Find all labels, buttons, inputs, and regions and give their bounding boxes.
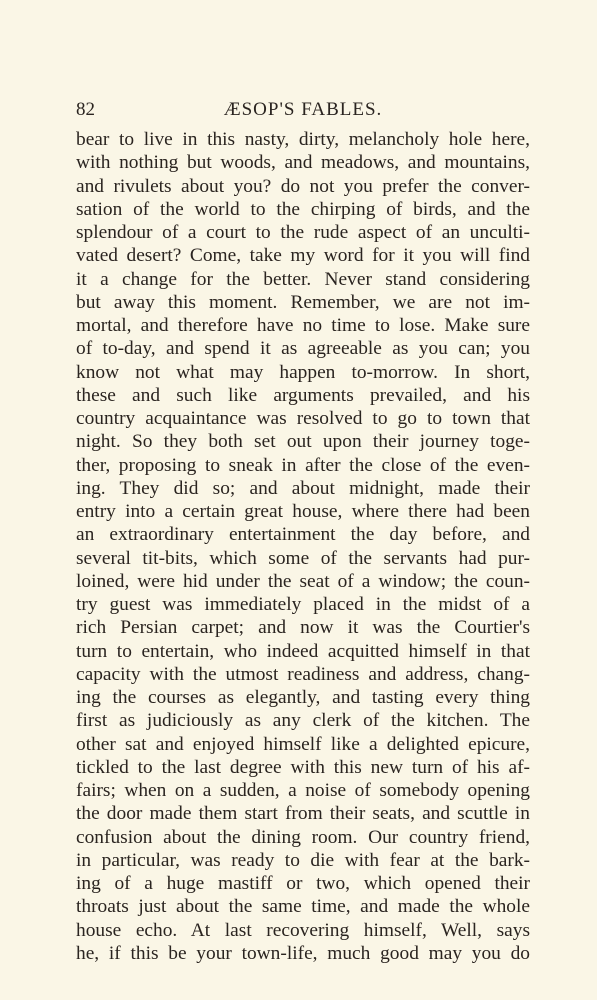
text-line: ther, proposing to sneak in after the close of the even-	[76, 454, 530, 476]
text-line: capacity with the utmost readiness and address, chang-	[76, 663, 530, 685]
text-line: mortal, and therefore have no time to lose. Make sure	[76, 315, 530, 336]
text-line: throats just about the same time, and made the whole	[76, 896, 530, 918]
text-line: entry into a certain great house, where there had been	[76, 501, 530, 522]
text-line: splendour of a court to the rude aspect of an unculti-	[76, 222, 530, 243]
text-line: fairs; when on a sudden, a noise of somebody opening	[76, 780, 530, 801]
page-header	[76, 96, 530, 124]
text-line: try guest was immediately placed in the midst of a	[76, 594, 530, 615]
text-line: it a change for the better. Never stand considering	[76, 268, 530, 290]
text-line: confusion about the dining room. Our country friend,	[76, 826, 530, 848]
text-line: ing of a huge mastiff or two, which opened their	[76, 873, 530, 894]
text-line: country acquaintance was resolved to go to town that	[76, 408, 530, 429]
text-line: but away this moment. Remember, we are not im-	[76, 291, 530, 313]
text-line: ing. They did so; and about midnight, made their	[76, 477, 530, 499]
text-line: rich Persian carpet; and now it was the Courtier's	[76, 617, 530, 639]
text-line: and rivulets about you? do not you prefer the conver-	[76, 175, 530, 197]
text-line: in particular, was ready to die with fear at the bark-	[76, 849, 530, 871]
text-line: other sat and enjoyed himself like a delighted epicure,	[76, 733, 530, 755]
text-line: house echo. At last recovering himself, Well, says	[76, 919, 530, 941]
text-line: know not what may happen to-morrow. In short,	[76, 361, 530, 383]
text-line: ing the courses as elegantly, and tasting every thing	[76, 687, 530, 708]
text-line: sation of the world to the chirping of birds, and the	[76, 198, 530, 220]
text-line: loined, were hid under the seat of a window; the coun-	[76, 570, 530, 592]
text-line: night. So they both set out upon their journey toge-	[76, 431, 530, 453]
text-line: the door made them start from their seats, and scuttle in	[76, 803, 530, 825]
running-title: ÆSOP'S FABLES.	[223, 99, 383, 120]
body-text	[76, 128, 530, 965]
text-line: with nothing but woods, and meadows, and mountains,	[76, 152, 530, 174]
text-line: of to-day, and spend it as agreeable as you can; you	[76, 338, 530, 360]
text-line: an extraordinary entertainment the day before, and	[76, 524, 530, 546]
text-line: turn to entertain, who indeed acquitted himself in that	[76, 640, 530, 662]
text-line: tickled to the last degree with this new turn of his af-	[76, 756, 530, 778]
text-line: he, if this be your town-life, much good may you do	[76, 942, 530, 964]
text-line: several tit-bits, which some of the servants had pur-	[76, 547, 530, 569]
page-number: 82	[76, 99, 95, 120]
text-line: these and such like arguments prevailed, and his	[76, 384, 530, 406]
text-line: vated desert? Come, take my word for it you will find	[76, 245, 530, 267]
text-line: bear to live in this nasty, dirty, melancholy hole here,	[76, 129, 530, 150]
text-line: first as judiciously as any clerk of the kitchen. The	[76, 710, 530, 732]
